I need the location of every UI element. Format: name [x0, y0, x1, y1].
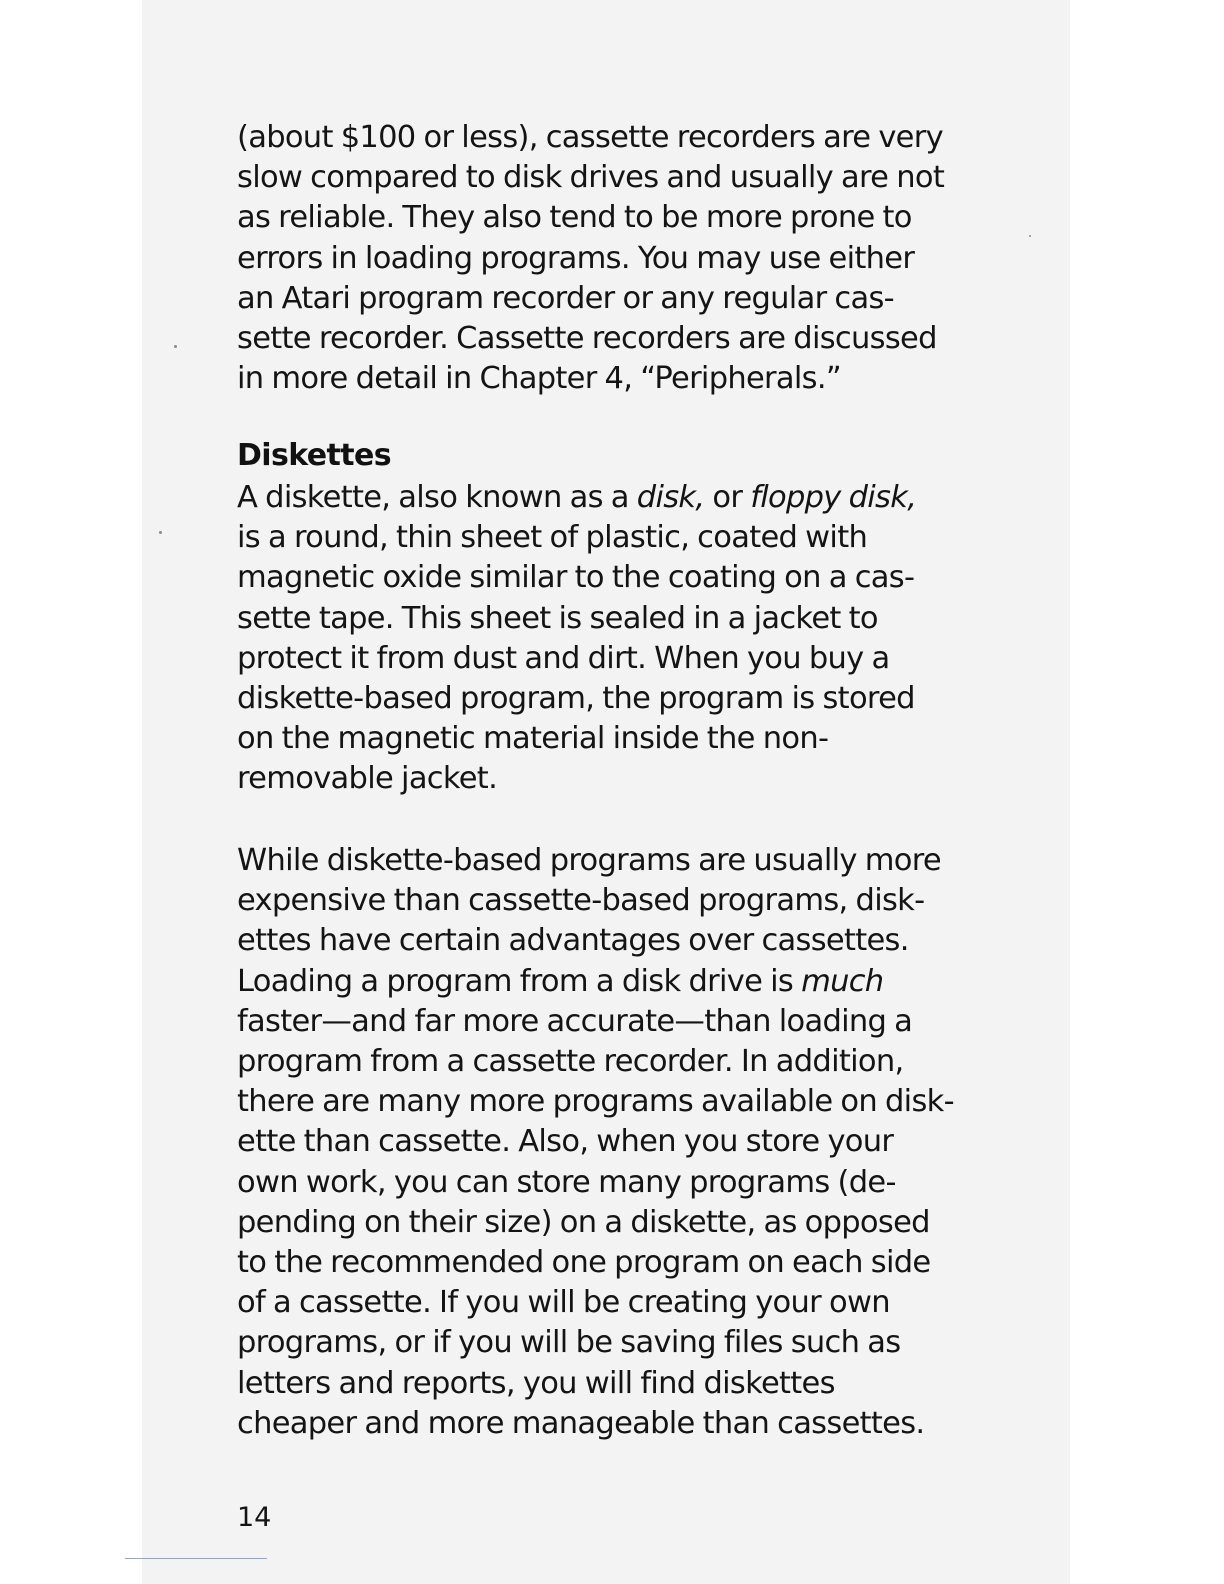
scan-speck — [174, 345, 177, 348]
paragraph-diskette-advantages — [237, 841, 997, 1444]
scan-speck — [159, 531, 162, 534]
text-line: cheaper and more manageable than cassettes. — [237, 1405, 925, 1441]
text-line: there are many more programs available on disk- — [237, 1084, 954, 1120]
text-line: an Atari program recorder or any regular cas- — [237, 280, 894, 316]
text-line: While diskette-based programs are usually more — [237, 843, 941, 878]
text-line: is a round, thin sheet of plastic, coated with — [237, 520, 868, 556]
text-line: programs, or if you will be saving files such as — [237, 1325, 901, 1361]
text-line — [237, 962, 997, 1002]
page-number: 14 — [237, 1502, 272, 1533]
text-line: errors in loading programs. You may use either — [237, 240, 915, 276]
text-line: ette than cassette. Also, when you store your — [237, 1124, 894, 1160]
text-line: protect it from dust and dirt. When you buy a — [237, 640, 890, 676]
text-line: magnetic oxide similar to the coating on a cas- — [237, 560, 915, 596]
paragraph-cassette-recorders — [237, 118, 997, 399]
text-line: ettes have certain advantages over cassettes. — [237, 923, 909, 959]
text-line: to the recommended one program on each side — [237, 1245, 931, 1281]
text-line: as reliable. They also tend to be more prone to — [237, 200, 912, 236]
text-line: own work, you can store many programs (de- — [237, 1164, 896, 1200]
text-line: slow compared to disk drives and usually are not — [237, 160, 945, 196]
italic-emphasis-much: much — [801, 963, 884, 999]
scan-speck — [1029, 235, 1031, 237]
text-line: faster—and far more accurate—than loading a — [237, 1003, 913, 1039]
italic-term-disk: disk, — [636, 480, 705, 515]
text-line: (about $100 or less), cassette recorders are very — [237, 120, 943, 155]
text-line: sette tape. This sheet is sealed in a jacket to — [237, 600, 878, 636]
paragraph-diskette-definition — [237, 478, 997, 800]
text-run: A diskette, also known as a — [237, 480, 637, 515]
text-run: Loading a program from a disk drive is — [237, 963, 802, 999]
text-run: or — [704, 480, 751, 515]
text-line: diskette-based program, the program is stored — [237, 681, 915, 717]
text-line: of a cassette. If you will be creating your own — [237, 1285, 890, 1321]
page-edge-line — [125, 1558, 267, 1559]
italic-term-floppy-disk: floppy disk, — [750, 480, 917, 515]
text-line — [237, 478, 997, 518]
text-line: program from a cassette recorder. In addition, — [237, 1044, 904, 1080]
text-line: letters and reports, you will find diskettes — [237, 1365, 835, 1401]
text-line: removable jacket. — [237, 761, 498, 797]
text-line: expensive than cassette-based programs, disk- — [237, 883, 925, 919]
text-line: sette recorder. Cassette recorders are discussed — [237, 321, 937, 357]
text-line: in more detail in Chapter 4, “Peripherals.” — [237, 361, 841, 397]
section-heading: Diskettes — [237, 438, 392, 473]
text-line: on the magnetic material inside the non- — [237, 721, 829, 757]
text-line: pending on their size) on a diskette, as opposed — [237, 1204, 930, 1240]
